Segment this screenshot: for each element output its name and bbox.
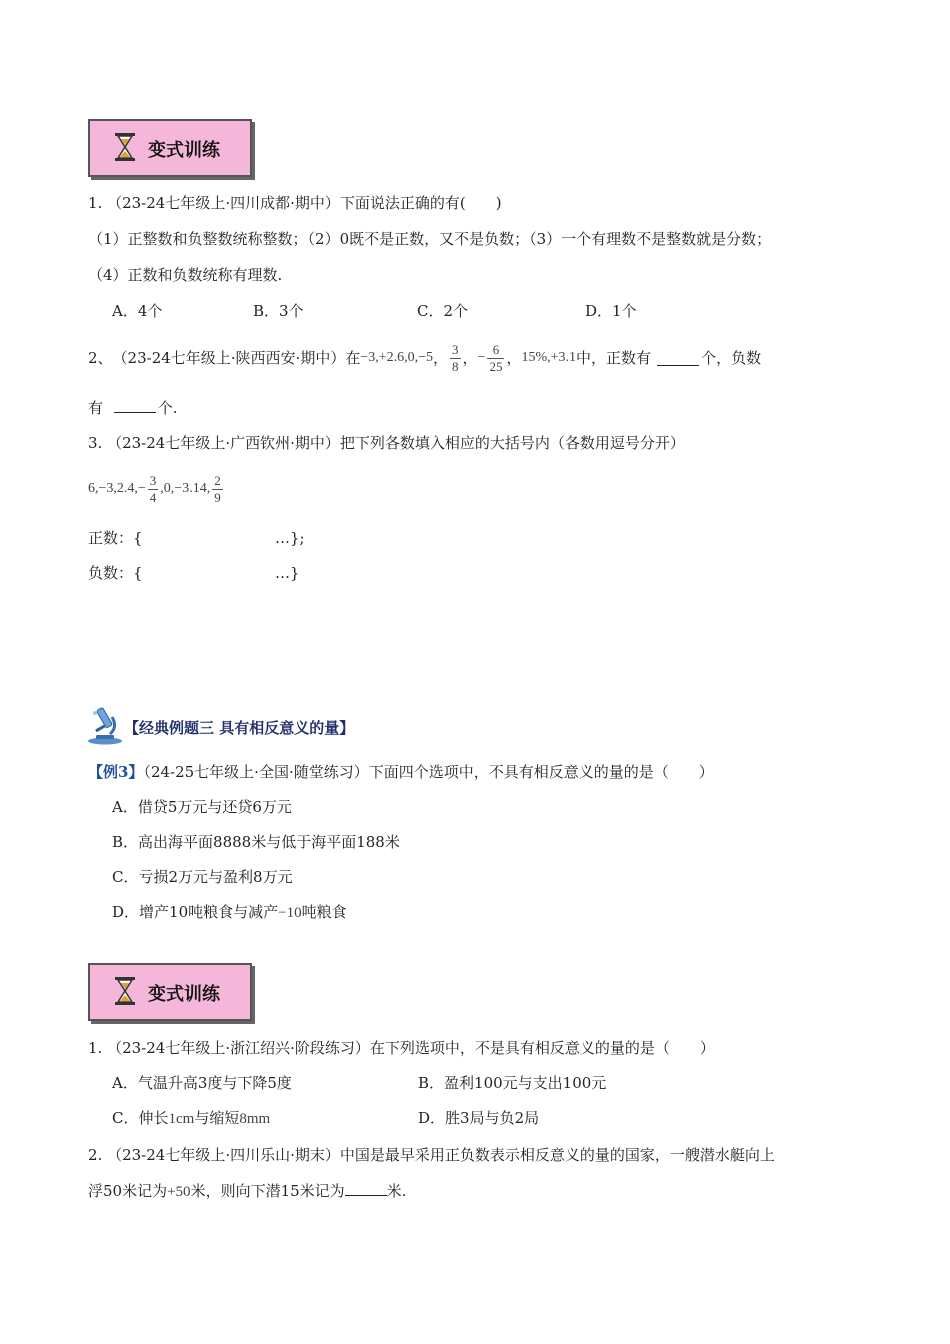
fraction (148, 473, 159, 506)
number-list: −3,+2.6,0,−5 (360, 350, 434, 365)
negative-set-end: …} (275, 564, 300, 582)
practice-question-2-stem (88, 1145, 775, 1165)
hourglass-icon (114, 132, 136, 162)
text-segment: 米. (386, 1182, 407, 1200)
positive-set-label: 正数：{ (88, 529, 143, 547)
comma: ， (433, 349, 449, 367)
fraction (450, 342, 461, 375)
math-value: +50 (167, 1184, 191, 1200)
answer-blank[interactable] (345, 1181, 387, 1196)
option-a: A．4个 (112, 302, 163, 320)
text-segment: 个. (157, 399, 178, 417)
question-source: （23-24七年级上·广西钦州·期中） (107, 434, 340, 452)
question-text: 下面说法正确的有( ) (339, 194, 502, 212)
question-text: 把下列各数填入相应的大括号内（各数用逗号分开） (339, 434, 685, 452)
text-segment: D．增产10吨粮食与减产 (112, 903, 279, 921)
option-c (112, 1108, 270, 1129)
banner-label: 变式训练 (148, 140, 220, 161)
comma: ， (462, 349, 478, 367)
positive-set-end: …}; (275, 529, 305, 547)
option-d: D．1个 (585, 302, 637, 320)
banner-label: 变式训练 (148, 984, 220, 1005)
option-b: B．高出海平面8888米与低于海平面188米 (112, 833, 400, 851)
negative-set-label: 负数：{ (88, 564, 143, 582)
denominator: 25 (489, 358, 503, 374)
number-list: ,0,−3.14, (160, 481, 211, 496)
practice-banner (88, 119, 252, 177)
question-2-stem (88, 333, 761, 383)
numerator: 2 (214, 472, 221, 488)
answer-blank[interactable] (657, 351, 699, 366)
denominator: 9 (214, 489, 221, 505)
minus-sign: − (477, 350, 486, 365)
number-set (88, 467, 225, 511)
option-d: D．胜3局与负2局 (418, 1109, 540, 1127)
option-b: B．盈利100元与支出100元 (418, 1074, 607, 1092)
practice-banner (88, 963, 252, 1021)
question-number: 2、 (88, 349, 113, 367)
question-text: 中国是最早采用正负数表示相反意义的量的国家，一艘潜水艇向上 (339, 1146, 775, 1164)
question-source: （24-25七年级上·全国·随堂练习） (143, 763, 369, 781)
option-b: B．3个 (253, 302, 304, 320)
numerator: 3 (149, 472, 157, 488)
question-number: 3. (88, 434, 103, 452)
option-a: A．气温升高3度与下降5度 (112, 1074, 292, 1092)
question-1-stem (88, 193, 502, 213)
option-d (112, 902, 347, 923)
question-source: （23-24七年级上·陕西西安·期中） (112, 349, 346, 367)
fraction (212, 473, 223, 506)
numerator: 6 (487, 342, 504, 359)
question-text: 下面四个选项中，不具有相反意义的量的是（ ） (368, 763, 714, 781)
option-c: C．2个 (417, 302, 469, 320)
text-segment: 与缩短 (194, 1109, 240, 1127)
practice-question-1-stem (88, 1038, 715, 1058)
denominator: 8 (452, 358, 459, 374)
answer-blank[interactable] (114, 398, 156, 413)
math-value: 1cm (168, 1111, 195, 1127)
denominator: 4 (149, 489, 157, 505)
question-number: 1. (88, 1039, 103, 1057)
text-segment: 浮50米记为 (88, 1182, 168, 1200)
question-3-stem (88, 433, 685, 453)
math-value: −10 (278, 905, 302, 921)
section-heading (86, 705, 354, 745)
number-list: 15%,+3.1 (521, 350, 577, 365)
question-2-line-2 (88, 398, 178, 418)
number-list: 6,−3,2.4,− (88, 481, 146, 496)
text-segment: 中，正数有 (576, 349, 652, 367)
text-segment: 在 (345, 349, 361, 367)
text-segment: 吨粮食 (301, 903, 347, 921)
section-title: 【经典例题三 具有相反意义的量】 (124, 718, 355, 737)
comma: ， (506, 349, 522, 367)
question-source: （23-24七年级上·四川成都·期中） (107, 194, 340, 212)
text-segment: 有 (88, 399, 104, 417)
question-1-statements: （1）正整数和负整数统称整数；（2）0既不是正数，又不是负数；（3）一个有理数不是整数就是分数； (88, 230, 772, 248)
math-value: 8mm (239, 1111, 271, 1127)
hourglass-icon (114, 976, 136, 1006)
numerator: 3 (452, 341, 459, 357)
question-source: （23-24七年级上·四川乐山·期末） (107, 1146, 340, 1164)
question-1-statement-4: （4）正数和负数统称有理数. (88, 266, 283, 284)
question-text: 在下列选项中，不是具有相反意义的量的是（ ） (369, 1039, 715, 1057)
example-tag: 【例3】 (88, 763, 144, 781)
question-number: 1. (88, 194, 103, 212)
question-source: （23-24七年级上·浙江绍兴·阶段练习） (107, 1039, 370, 1057)
question-number: 2. (88, 1146, 103, 1164)
fraction (487, 342, 504, 375)
text-segment: C．伸长 (112, 1109, 169, 1127)
text-segment: 个，负数 (701, 349, 762, 367)
microscope-icon (86, 705, 124, 745)
text-segment: 米，则向下潜15米记为 (190, 1182, 345, 1200)
practice-question-2-line-2 (88, 1181, 406, 1202)
example-3-stem (88, 762, 714, 782)
option-a: A．借贷5万元与还贷6万元 (112, 798, 292, 816)
option-c: C．亏损2万元与盈利8万元 (112, 868, 293, 886)
